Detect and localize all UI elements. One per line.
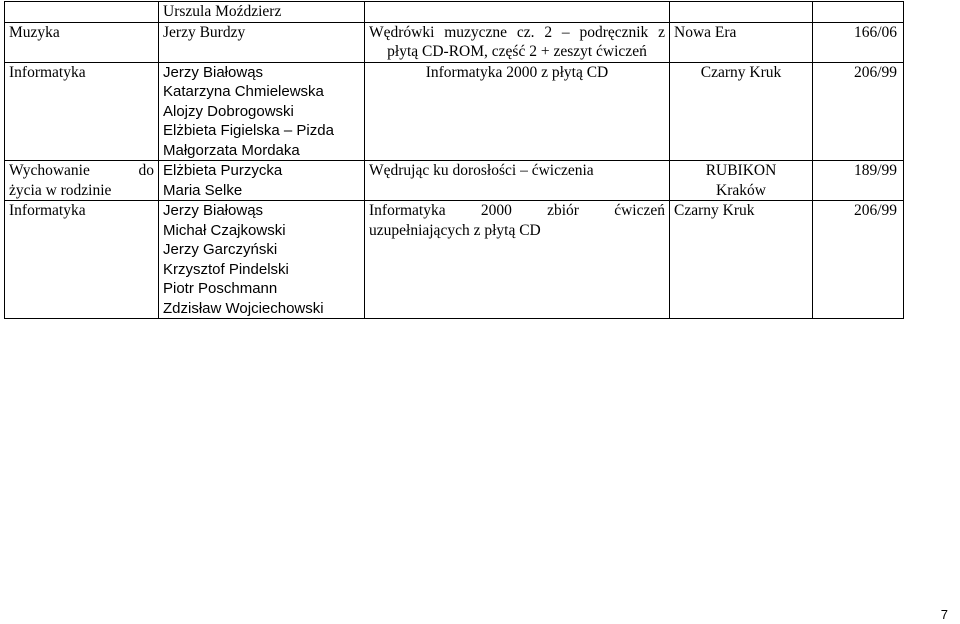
publisher-cell: [670, 62, 813, 161]
book-title-line: uzupełniających z płytą CD: [369, 221, 541, 239]
book-title-line: Informatyka 2000 z płytą CD: [425, 63, 609, 81]
author-name: Alojzy Dobrogowski: [163, 102, 294, 120]
book-title-line: Wędrując ku dorosłości – ćwiczenia: [369, 162, 594, 179]
textbook-table: [4, 1, 904, 319]
subject-name: życia w rodzinie: [9, 181, 112, 199]
author-name: Jerzy Białowąs: [163, 63, 264, 81]
book-title-line: Informatyka 2000 zbiór ćwiczeń: [369, 202, 665, 219]
book-title-line: płytą CD-ROM, część 2 + zeszyt ćwiczeń: [387, 43, 647, 60]
approval-number: 166/06: [813, 22, 904, 62]
table-row: [5, 22, 904, 62]
publisher-city: Kraków: [716, 181, 766, 199]
subject-cell: [5, 161, 159, 201]
cell-empty: [365, 2, 670, 23]
approval-number: 189/99: [813, 161, 904, 201]
subject-cell: [5, 62, 159, 161]
publisher-name: Czarny Kruk: [700, 63, 782, 81]
subject-name: Wychowanie do: [9, 162, 154, 179]
subject-name: Muzyka: [9, 23, 60, 41]
cell-empty: [813, 2, 904, 23]
book-title-line: Wędrówki muzyczne cz. 2 – podręcznik z: [369, 23, 665, 41]
subject-name: Informatyka: [9, 202, 86, 219]
author-name: Elżbieta Figielska – Pizda: [163, 122, 334, 139]
page-number: 7: [940, 607, 948, 622]
author-cell: [159, 161, 365, 201]
title-cell: [365, 161, 670, 201]
table-row: [5, 62, 904, 161]
author-cell: [159, 201, 365, 319]
table-row: [5, 201, 904, 319]
approval-number: 206/99: [813, 201, 904, 319]
cell-empty: [5, 2, 159, 23]
publisher-cell: [670, 161, 813, 201]
author-name: Jerzy Białowąs: [163, 202, 264, 219]
cell-empty: [670, 2, 813, 23]
author-name: Małgorzata Mordaka: [163, 141, 300, 159]
subject-cell: [5, 201, 159, 319]
title-cell: [365, 201, 670, 319]
author-name: Urszula Moździerz: [163, 3, 282, 20]
author-name: Jerzy Garczyński: [163, 241, 278, 258]
publisher-name: Nowa Era: [674, 23, 737, 41]
approval-number: 206/99: [813, 62, 904, 161]
publisher-cell: [670, 201, 813, 319]
author-name: Krzysztof Pindelski: [163, 260, 289, 278]
subject-cell: [5, 22, 159, 62]
title-cell: [365, 62, 670, 161]
author-name: Maria Selke: [163, 181, 243, 199]
table-row: [5, 161, 904, 201]
author-cell: [159, 22, 365, 62]
publisher-name: RUBIKON: [705, 162, 777, 179]
author-name: Zdzisław Wojciechowski: [163, 299, 324, 317]
author-cell: [159, 62, 365, 161]
author-name: Piotr Poschmann: [163, 280, 278, 297]
author-name: Jerzy Burdzy: [163, 23, 246, 41]
author-name: Elżbieta Purzycka: [163, 162, 283, 179]
table-row-top: [5, 2, 904, 23]
author-name: Michał Czajkowski: [163, 221, 286, 239]
publisher-name: Czarny Kruk: [674, 202, 755, 219]
author-cell: [159, 2, 365, 23]
title-cell: [365, 22, 670, 62]
publisher-cell: [670, 22, 813, 62]
subject-name: Informatyka: [9, 63, 86, 81]
author-name: Katarzyna Chmielewska: [163, 83, 324, 100]
